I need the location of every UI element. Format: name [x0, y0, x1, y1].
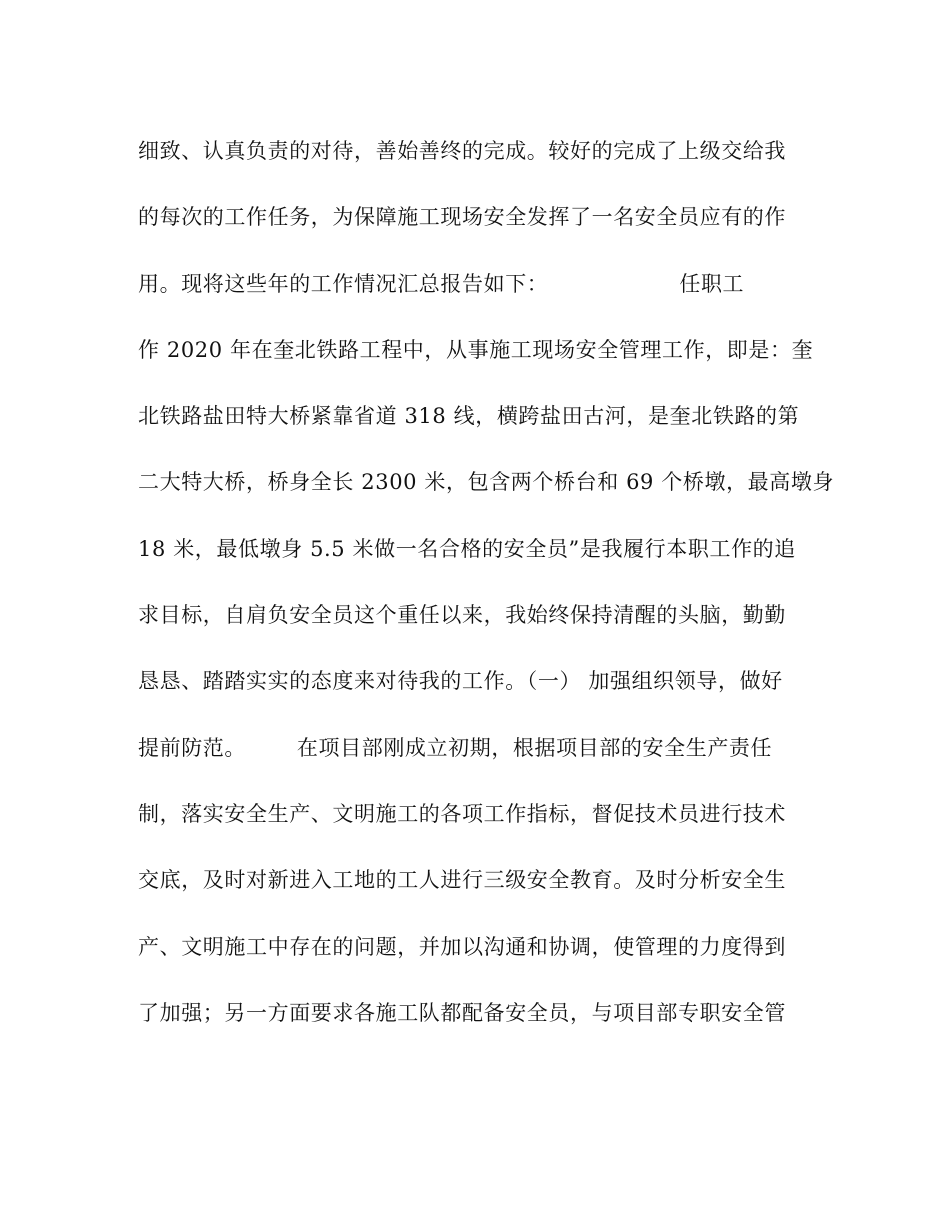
text-line-4: 作 2020 年在奎北铁路工程中，从事施工现场安全管理工作，即是：奎: [138, 337, 814, 362]
text-line-12: 交底，及时对新进入工地的工人进行三级安全教育。及时分析安全生: [138, 868, 786, 893]
text-line-9: 恳恳、踏踏实实的态度来对待我的工作。（一） 加强组织领导，做好: [138, 669, 783, 694]
text-line-8: 求目标，自肩负安全员这个重任以来，我始终保持清醒的头脑，勤勤: [138, 603, 786, 628]
text-line-6: 二大特大桥，桥身全长 2300 米，包含两个桥台和 69 个桥墩，最高墩身: [138, 470, 835, 495]
text-line-7: 18 米，最低墩身 5.5 米做一名合格的安全员”是我履行本职工作的追: [138, 536, 796, 561]
text-line-14: 了加强；另一方面要求各施工队都配备安全员，与项目部专职安全管: [138, 1000, 786, 1025]
body-text: [138, 118, 835, 1046]
text-line-1: 细致、认真负责的对待，善始善终的完成。较好的完成了上级交给我: [138, 139, 786, 163]
text-line-13: 产、文明施工中存在的问题，并加以沟通和协调，使管理的力度得到: [138, 934, 786, 959]
text-line-10: 提前防范。 在项目部刚成立初期，根据项目部的安全生产责任: [138, 735, 773, 760]
text-line-3: 用。现将这些年的工作情况汇总报告如下： 任职工: [138, 271, 745, 296]
text-line-2: 的每次的工作任务，为保障施工现场安全发挥了一名安全员应有的作: [138, 205, 786, 230]
text-line-11: 制，落实安全生产、文明施工的各项工作指标，督促技术员进行技术: [138, 801, 786, 826]
text-line-5: 北铁路盐田特大桥紧靠省道 318 线，横跨盐田古河，是奎北铁路的第: [138, 404, 800, 429]
